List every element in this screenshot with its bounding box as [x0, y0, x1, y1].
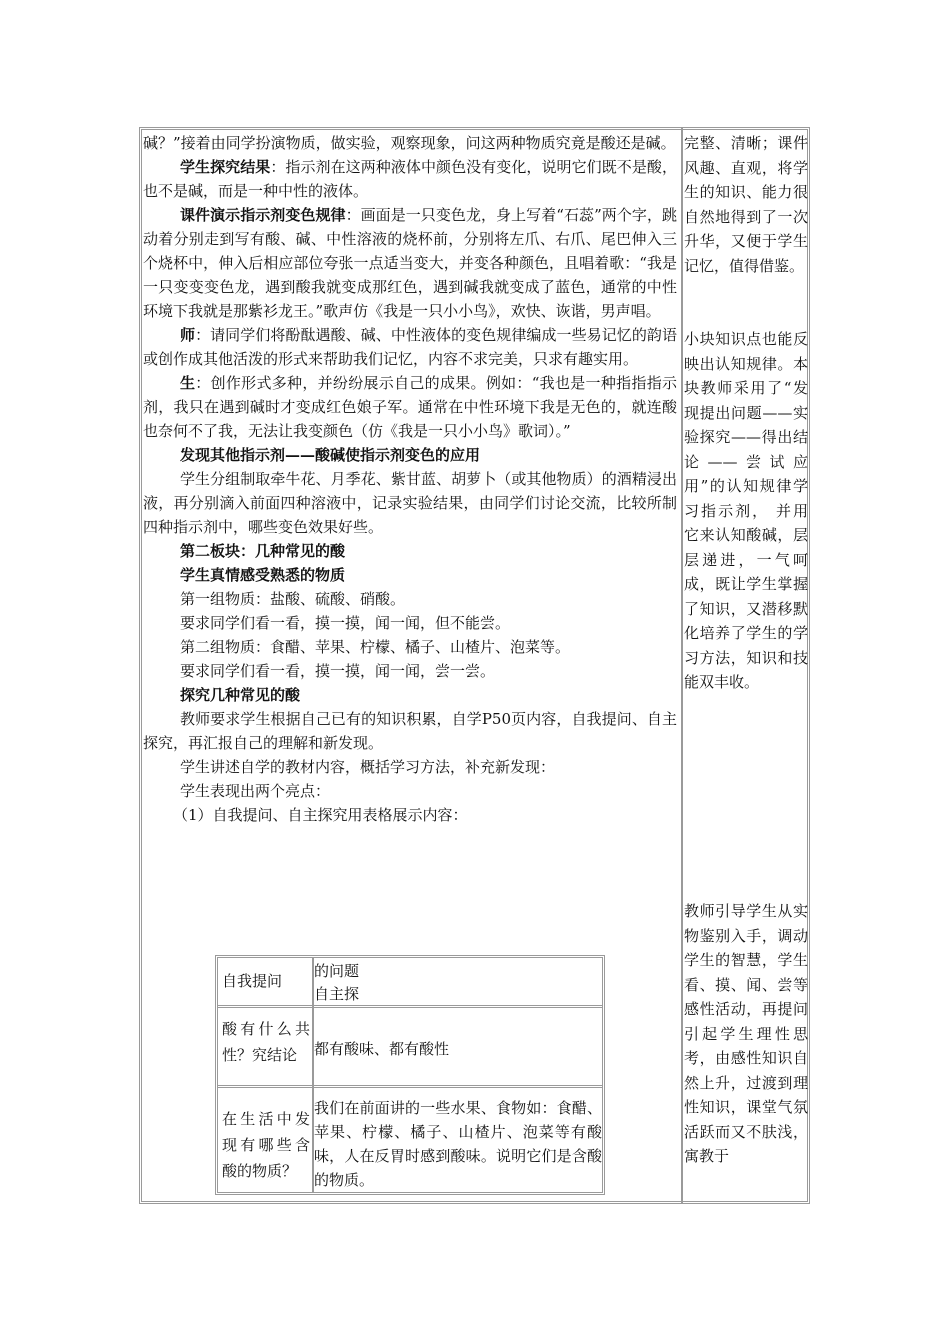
line-self-study: 学生讲述自学的教材内容，概括学习方法，补充新发现：	[180, 758, 556, 776]
line-group-1: 第一组物质：盐酸、硫酸、硝酸。	[180, 590, 406, 608]
main-column	[143, 131, 677, 827]
paragraph-7: 教师要求学生根据自己已有的知识积累，自学P50页内容，自我提问、自主探究，再汇报自己的理解和新发现。	[143, 710, 677, 752]
table-header-line-1: 的问题	[314, 962, 360, 980]
label-teacher: 师	[180, 326, 196, 344]
column-divider	[681, 127, 683, 1204]
table-header-line-2: 自主探	[314, 985, 360, 1003]
commentary-note-1: 完整、清晰；课件风趣、直观，将学生的知识、能力很自然地得到了一次升华，又便于学生记忆，值得借鉴。	[684, 134, 808, 275]
paragraph-6: 学生分组制取牵牛花、月季花、紫甘蓝、胡萝卜（或其他物质）的酒精浸出液，再分别滴入前面四种溶液中，记录实验结果，由同学们讨论交流，比较所制四种指示剂中，哪些变色效果好些。	[143, 470, 677, 536]
line-group-2: 第二组物质：食醋、苹果、柠檬、橘子、山楂片、泡菜等。	[180, 638, 571, 656]
section-heading-substances: 学生真情感受熟悉的物质	[180, 566, 346, 584]
paragraph-5-text: ：创作形式多种，并纷纷展示自己的成果。例如：“我也是一种指指指示剂，我只在遇到碱时才变成红色娘子军。通常在中性环境下我是无色的，就连酸也奈何不了我，无法让我变颜色（仿《我是一只小小鸟》歌词）。”	[143, 374, 677, 440]
paragraph-2	[143, 155, 677, 203]
table-cell-answer-daily: 我们在前面讲的一些水果、食物如：食醋、苹果、柠檬、橘子、山楂片、泡菜等有酸味，人在反胃时感到酸味。说明它们是含酸的物质。	[314, 1099, 602, 1189]
section-heading-acids: 第二板块：几种常见的酸	[180, 542, 346, 560]
inquiry-table	[215, 955, 605, 1195]
section-heading-explore: 探究几种常见的酸	[180, 686, 301, 704]
table-cell-header-question: 自我提问	[222, 972, 283, 990]
paragraph-5	[143, 371, 677, 443]
table-cell-header-topic	[314, 960, 594, 1006]
line-table-intro: （1）自我提问、自主探究用表格展示内容：	[173, 806, 468, 824]
label-student: 生	[180, 374, 196, 392]
section-heading-indicators: 发现其他指示剂——酸碱使指示剂变色的应用	[180, 446, 481, 464]
table-cell-question-daily: 在生活中发现有哪些含酸的物质？	[222, 1110, 310, 1180]
paragraph-2-text: ：指示剂在这两种液体中颜色没有变化，说明它们既不是酸，也不是碱，而是一种中性的液体。	[143, 158, 677, 200]
table-cell-answer-common: 都有酸味、都有酸性	[314, 1040, 450, 1058]
commentary-note-2: 小块知识点也能反映出认知规律。本块教师采用了“发现提出问题——实验探究——得出结论——尝试应用”的认知规律学习指示剂， 并用它来认知酸碱，层层递进，一气呵成，既让学生掌握了知识，又潜移默化培养了学生的学习方法，知识和技能双丰收。	[684, 330, 808, 691]
label-student-result: 学生探究结果	[180, 158, 271, 176]
line-highlights: 学生表现出两个亮点：	[180, 782, 331, 800]
label-courseware-demo: 课件演示指示剂变色规律	[180, 206, 346, 224]
paragraph-3-text: ：画面是一只变色龙，身上写着“石蕊”两个字，跳动着分别走到写有酸、碱、中性溶液的烧杯前，分别将左爪、右爪、尾巴伸入三个烧杯中，伸入后相应部位夸张一点适当变大，并变各种颜色，且唱着歌：“我是一只变变变色龙，遇到酸我就变成那红色，遇到碱我就变成了蓝色，通常的中性环境下我就是那紫衫龙王。”歌声仿《我是一只小小鸟》，欢快、诙谐，男声唱。	[143, 206, 677, 320]
line-group-2-rule: 要求同学们看一看，摸一摸，闻一闻，尝一尝。	[180, 662, 496, 680]
commentary-note-3: 教师引导学生从实物鉴别入手，调动学生的智慧，学生看、摸、闻、尝等感性活动，再提问引起学生理性思考，由感性知识自然上升，过渡到理性知识，课堂气氛活跃而又不肤浅，寓教于	[684, 902, 808, 1165]
line-group-1-rule: 要求同学们看一看，摸一摸，闻一闻，但不能尝。	[180, 614, 511, 632]
paragraph-3	[143, 203, 677, 323]
paragraph-1: 碱？”接着由同学扮演物质，做实验，观察现象，问这两种物质究竟是酸还是碱。	[143, 134, 676, 152]
paragraph-4-text: ：请同学们将酚酞遇酸、碱、中性液体的变色规律编成一些易记忆的韵语或创作成其他活泼的形式来帮助我们记忆，内容不求完美，只求有趣实用。	[143, 326, 677, 368]
table-cell-question-common: 酸有什么共性？究结论	[222, 1020, 310, 1064]
paragraph-4	[143, 323, 677, 371]
inner-table-row-line	[218, 1085, 602, 1088]
